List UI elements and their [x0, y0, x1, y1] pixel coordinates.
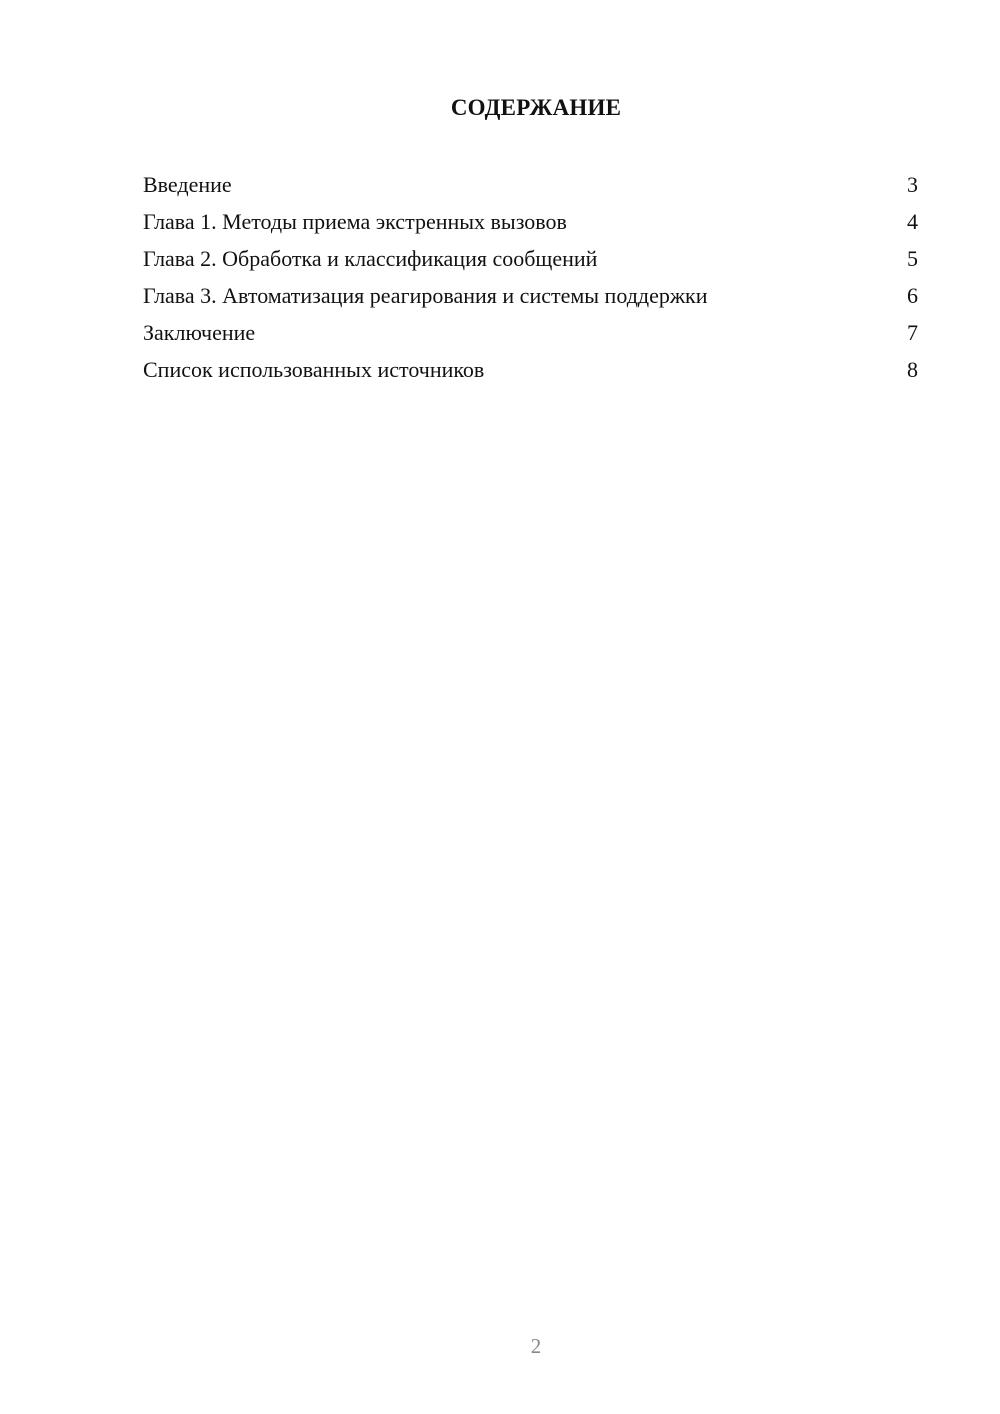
toc-entry-page: 3: [907, 172, 918, 197]
table-of-contents: [143, 170, 918, 392]
toc-entry-label: Глава 3. Автоматизация реагирования и системы поддержки: [143, 283, 708, 308]
toc-entry-label: Глава 1. Методы приема экстренных вызовов: [143, 209, 567, 234]
toc-entry-page: 4: [907, 209, 918, 234]
toc-entry-label: Введение: [143, 172, 232, 197]
toc-entry: [143, 207, 918, 244]
page-title: СОДЕРЖАНИЕ: [450, 95, 622, 120]
toc-entry-page: 5: [907, 246, 918, 271]
toc-entry-page: 8: [907, 357, 918, 382]
toc-entry-page: 7: [907, 320, 918, 345]
toc-entry: [143, 355, 918, 392]
toc-entry: [143, 318, 918, 355]
toc-entry-label: Заключение: [143, 320, 256, 345]
toc-entry: [143, 281, 918, 318]
page-number: 2: [530, 1334, 542, 1358]
toc-entry: [143, 244, 918, 281]
toc-entry: [143, 170, 918, 207]
toc-entry-page: 6: [907, 283, 918, 308]
toc-entry-label: Глава 2. Обработка и классификация сообщений: [143, 246, 598, 271]
toc-entry-label: Список использованных источников: [143, 357, 485, 382]
